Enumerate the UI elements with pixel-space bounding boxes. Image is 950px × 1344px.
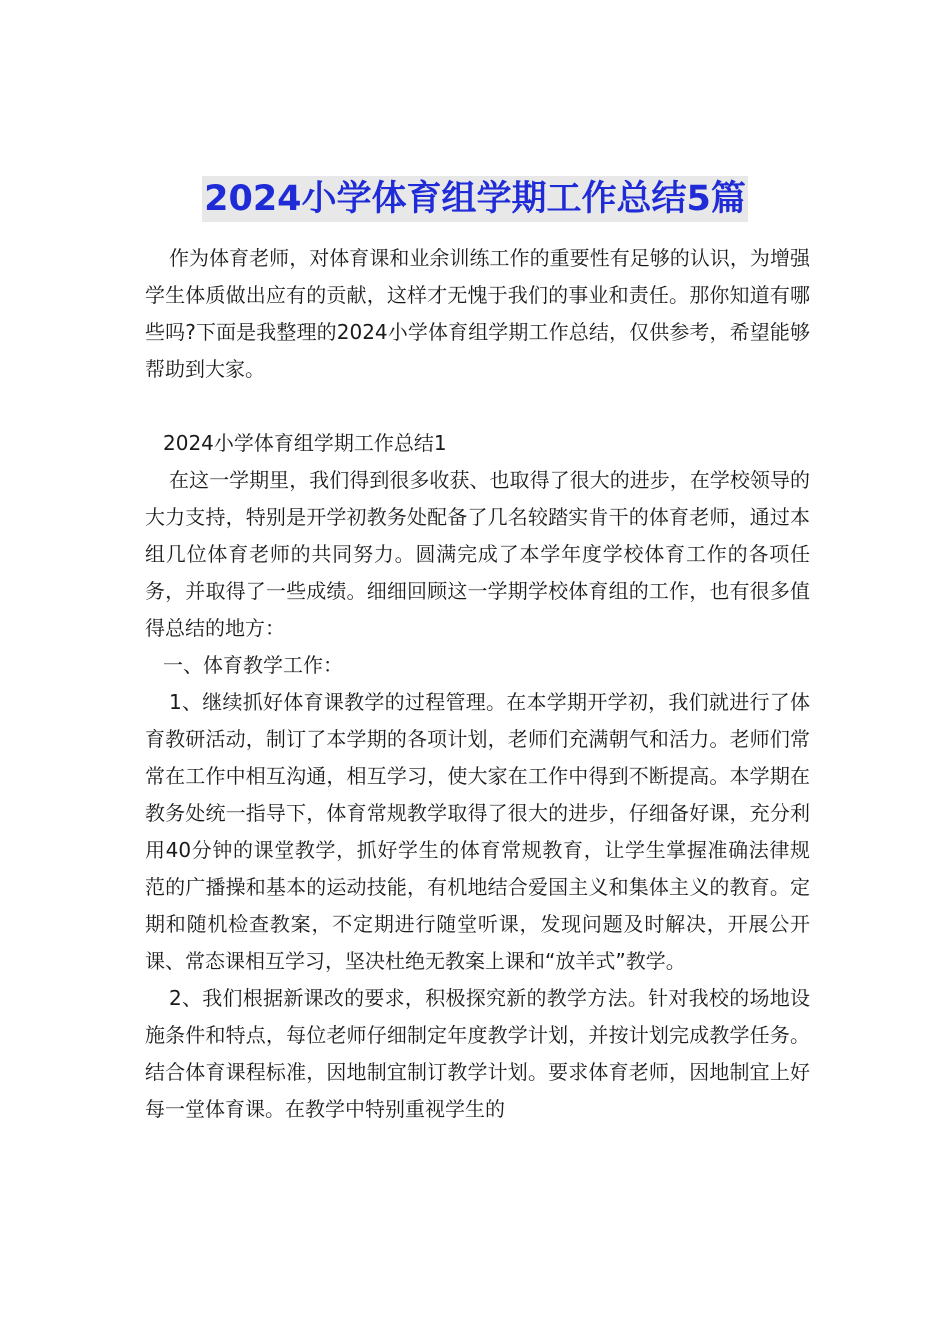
list-item-1: 1、继续抓好体育课教学的过程管理。在本学期开学初，我们就进行了体育教研活动，制订了本学期的各项计划，老师们充满朝气和活力。老师们常常在工作中相互沟通，相互学习，使大家在工作中得到不断提高。本学期在教务处统一指导下，体育常规教学取得了很大的进步，仔细备好课，充分利用40分钟的课堂教学，抓好学生的体育常规教育，让学生掌握准确法律规范的广播操和基本的运动技能，有机地结合爱国主义和集体主义的教育。定期和随机检查教案，不定期进行随堂听课，发现问题及时解决，开展公开课、常态课相互学习，坚决杜绝无教案上课和“放羊式”教学。	[145, 690, 810, 973]
title-container	[0, 176, 950, 222]
document-title: 2024小学体育组学期工作总结5篇	[202, 176, 748, 222]
document-body	[145, 240, 810, 1128]
section-paragraph: 在这一学期里，我们得到很多收获、也取得了很大的进步，在学校领导的大力支持，特别是开学初教务处配备了几名较踏实肯干的体育老师，通过本组几位体育老师的共同努力。圆满完成了本学年度学校体育工作的各项任务，并取得了一些成绩。细细回顾这一学期学校体育组的工作，也有很多值得总结的地方：	[145, 468, 810, 640]
list-item-2: 2、我们根据新课改的要求，积极探究新的教学方法。针对我校的场地设施条件和特点，每位老师仔细制定年度教学计划，并按计划完成教学任务。结合体育课程标准，因地制宜制订教学计划。要求体育老师，因地制宜上好每一堂体育课。在教学中特别重视学生的	[145, 986, 810, 1121]
paragraph-gap	[145, 388, 810, 425]
section-title: 2024小学体育组学期工作总结1	[163, 431, 447, 455]
intro-paragraph: 作为体育老师，对体育课和业余训练工作的重要性有足够的认识，为增强学生体质做出应有的贡献，这样才无愧于我们的事业和责任。那你知道有哪些吗?下面是我整理的2024小学体育组学期工作总结，仅供参考，希望能够帮助到大家。	[145, 246, 810, 381]
subheading: 一、体育教学工作：	[163, 653, 343, 677]
